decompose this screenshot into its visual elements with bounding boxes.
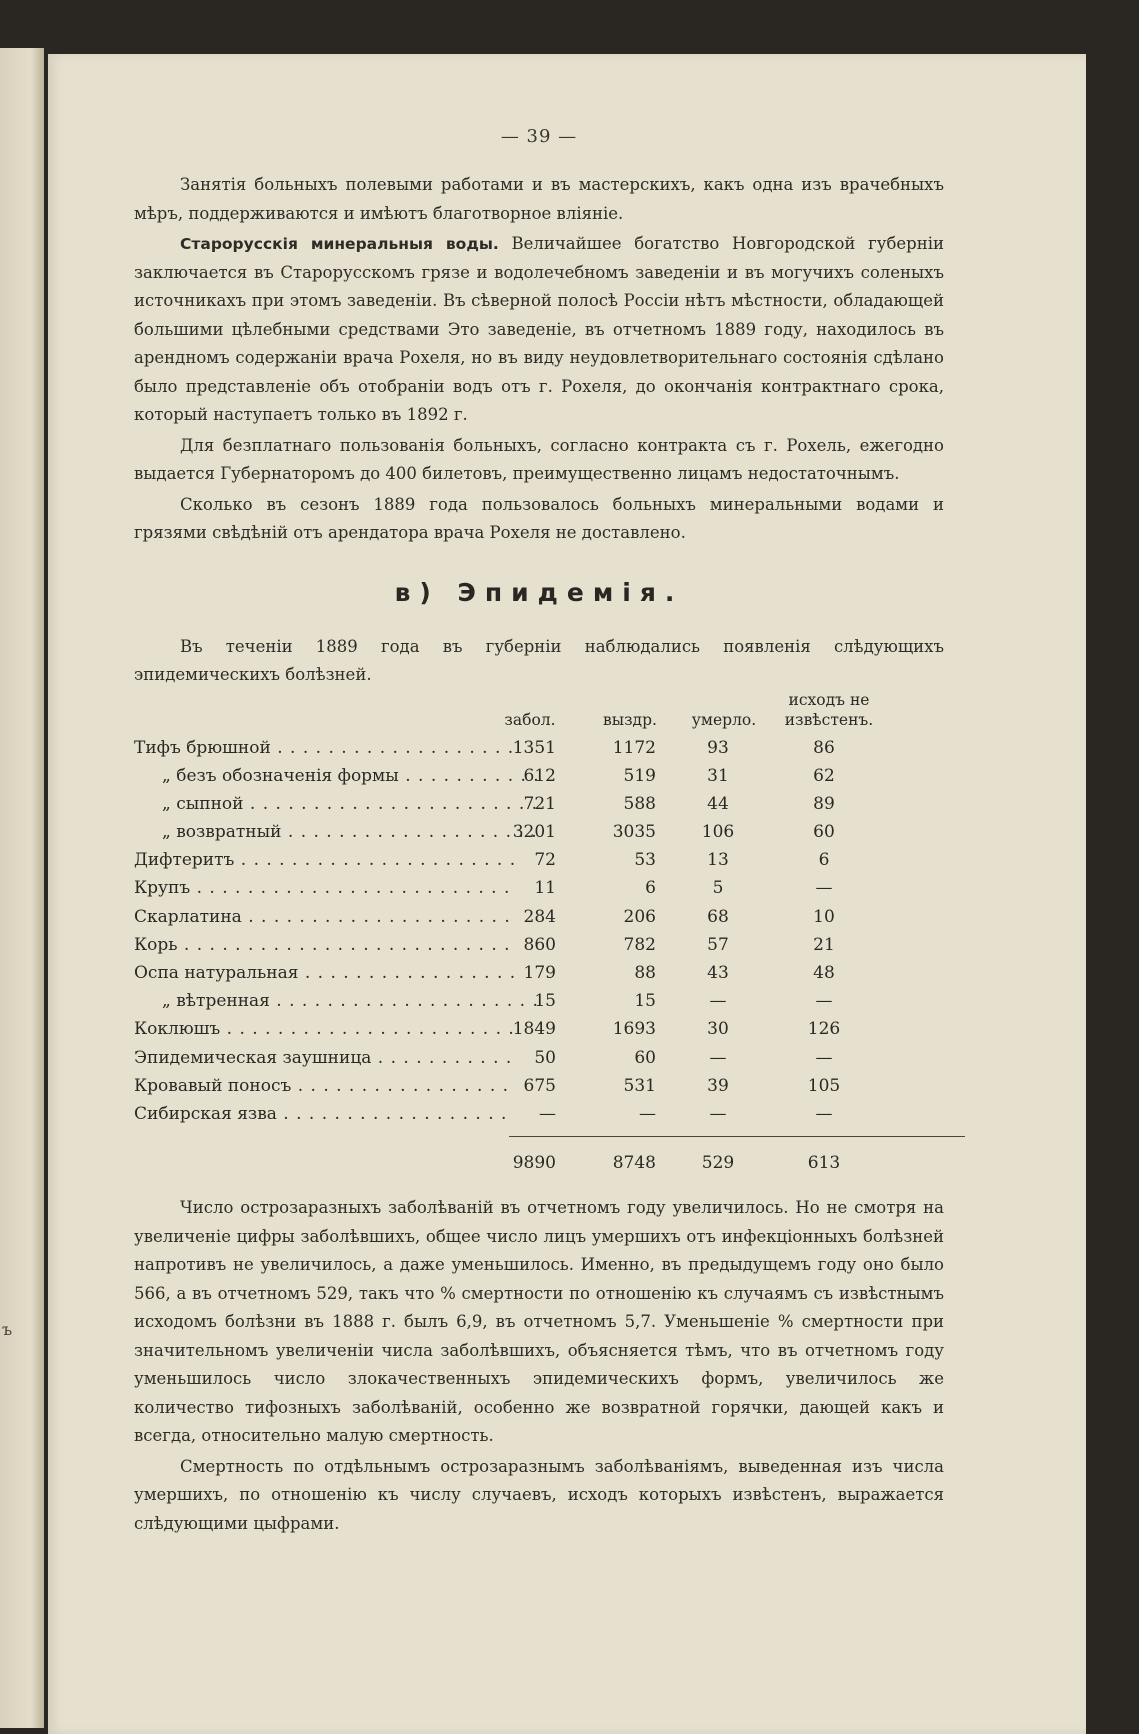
table-header: [134, 690, 944, 734]
table-row: [134, 874, 944, 902]
paragraph-season-patients: Сколько въ сезонъ 1889 года пользовалось больныхъ минеральными водами и грязями свѣдѣній отъ арендатора врача Рохеля не доставлено.: [134, 494, 944, 542]
cell-died: 39: [707, 1075, 729, 1096]
table-row: [134, 959, 944, 987]
cell-died: 13: [707, 850, 729, 871]
disease-name: „ сыпной . . .: [134, 790, 542, 818]
cell-recovered: 53: [634, 850, 656, 871]
cell-unknown: 62: [813, 765, 835, 786]
cell-sick: 50: [534, 1047, 556, 1068]
total-rule: [134, 1128, 944, 1148]
header-sick: забол.: [504, 710, 556, 729]
disease-name: „ возвратный . . .: [134, 818, 542, 846]
cell-unknown: 89: [813, 793, 835, 814]
total-died: 529: [701, 1153, 735, 1174]
cell-died: 43: [707, 963, 729, 983]
cell-recovered: 782: [623, 934, 656, 955]
mineral-waters-text: Величайшее богатство Новгородской губерніи заключается въ Старорусскомъ грязе и водолечебномъ заведеніи и въ могучихъ соленыхъ источникахъ при этомъ заведеніи. Въ сѣверной полосѣ Россіи нѣтъ мѣстности, обладающей большими цѣлебными средствами Это заведеніе, въ отчетномъ 1889 году, находилось въ арендномъ содержаніи врача Рохеля, но въ виду неудовлетворительнаго состоянія сдѣлано было представленіе объ отобраніи водъ отъ г. Рохеля, до окончанія контрактнаго срока, который наступаетъ только въ 1892 г.: [134, 234, 945, 424]
table-row: [134, 903, 944, 931]
disease-name: Коклюшъ . . .: [134, 1015, 514, 1043]
cell-recovered: 206: [623, 906, 656, 927]
cell-sick: 284: [523, 906, 556, 927]
total-sick: 9890: [512, 1153, 556, 1174]
epidemic-table: [134, 690, 944, 1179]
facing-page-mark: ъ: [2, 1320, 13, 1339]
table-row: [134, 846, 944, 874]
cell-unknown: 6: [818, 850, 830, 871]
header-died: умерло.: [691, 710, 757, 729]
table-totals: [134, 1148, 944, 1178]
disease-name: Сибирская язва . . .: [134, 1100, 514, 1128]
cell-recovered: 6: [645, 878, 656, 899]
cell-recovered: 588: [623, 793, 656, 814]
cell-died: 31: [707, 765, 729, 786]
cell-sick: 3201: [512, 822, 556, 843]
cell-recovered: 88: [634, 963, 656, 983]
cell-sick: 11: [534, 878, 556, 899]
table-row: [134, 1072, 944, 1100]
closing-text: [134, 1194, 944, 1538]
cell-died: 30: [707, 1019, 729, 1040]
table-body: [134, 734, 944, 1129]
cell-sick: 72: [534, 850, 556, 871]
table-row: [134, 931, 944, 959]
cell-sick: 721: [523, 793, 556, 814]
cell-unknown: —: [815, 991, 833, 1012]
disease-name: Тифъ брюшной . . .: [134, 734, 514, 762]
facing-page-edge: [0, 48, 44, 1728]
paragraph-mortality: Смертность по отдѣльнымъ острозаразнымъ заболѣваніямъ, выведенная изъ числа умершихъ, по отношенію къ числу случаевъ, исходъ которыхъ извѣстенъ, выражается слѣдующими цыфрами.: [134, 1456, 944, 1533]
cell-died: —: [709, 1103, 727, 1124]
disease-name: Эпидемическая заушница . . .: [134, 1044, 514, 1072]
paragraph-morbidity: Число острозаразныхъ заболѣваній въ отчетномъ году увеличилось. Но не смотря на увеличеніе цифры заболѣвшихъ, общее число лицъ умершихъ отъ инфекціонныхъ болѣзней напротивъ не увеличилось, а даже уменьшилось. Именно, въ предыдущемъ году оно было 566, а въ отчетномъ 529, такъ что % смертности по отношенію къ случаямъ съ извѣстнымъ исходомъ болѣзни въ 1888 г. былъ 6,9, въ отчетномъ 5,7. Уменьшеніе % смертности при значительномъ увеличеніи числа заболѣвшихъ, объясняется тѣмъ, что въ отчетномъ году уменьшилось число злокачественныхъ эпидемическихъ формъ, увеличилось же количество тифозныхъ заболѣваній, особенно же возвратной горячки, дающей какъ и всегда, относительно малую смертность.: [134, 1198, 944, 1446]
disease-name: Крупъ . . .: [134, 874, 514, 902]
table-row: [134, 734, 944, 762]
cell-died: —: [709, 1047, 727, 1068]
disease-name: „ вѣтренная . . .: [134, 987, 542, 1015]
cell-sick: 612: [523, 765, 556, 786]
cell-unknown: —: [815, 878, 833, 899]
cell-sick: 1849: [512, 1019, 556, 1040]
cell-sick: 1351: [512, 737, 556, 758]
mineral-waters-heading: Старорусскія минеральныя воды.: [180, 235, 499, 253]
cell-unknown: —: [815, 1047, 833, 1068]
cell-recovered: 519: [623, 765, 656, 786]
disease-name: Корь . . .: [134, 931, 514, 959]
cell-recovered: 60: [634, 1047, 656, 1068]
cell-died: 44: [707, 793, 729, 814]
total-recovered: 8748: [612, 1153, 656, 1174]
cell-unknown: 126: [807, 1019, 841, 1040]
disease-name: Оспа натуральная . . .: [134, 959, 514, 987]
section-title: в) Эпидемія.: [394, 577, 684, 607]
table-row: [134, 818, 944, 846]
cell-unknown: 60: [813, 822, 835, 843]
cell-recovered: 1172: [612, 737, 656, 758]
table-row: [134, 762, 944, 790]
book-page: [48, 54, 1086, 1734]
page-content: [134, 126, 944, 1538]
table-row: [134, 790, 944, 818]
cell-recovered: 3035: [612, 822, 656, 843]
cell-sick: 675: [523, 1075, 556, 1096]
table-row: [134, 1015, 944, 1043]
page-number: — 39 —: [500, 126, 578, 147]
cell-recovered: 531: [623, 1075, 656, 1096]
disease-name: Дифтеритъ . . .: [134, 846, 514, 874]
cell-died: 5: [712, 878, 724, 899]
cell-sick: 860: [523, 934, 556, 955]
disease-name: „ безъ обозначенія формы . . .: [134, 762, 542, 790]
cell-recovered: —: [639, 1103, 656, 1124]
cell-unknown: 21: [813, 934, 835, 955]
table-row: [134, 1100, 944, 1128]
disease-name: Скарлатина . . .: [134, 903, 514, 931]
paragraph-work-therapy: Занятія больныхъ полевыми работами и въ мастерскихъ, какъ одна изъ врачебныхъ мѣръ, поддерживаются и имѣютъ благотворное вліяніе.: [134, 175, 944, 223]
total-unknown: 613: [807, 1153, 841, 1174]
table-row: [134, 987, 944, 1015]
paragraph-free-tickets: Для безплатнаго пользованія больныхъ, согласно контракта съ г. Рохель, ежегодно выдается Губернаторомъ до 400 билетовъ, преимущественно лицамъ недостаточнымъ.: [134, 435, 944, 483]
cell-recovered: 1693: [612, 1019, 656, 1040]
cell-recovered: 15: [634, 991, 656, 1012]
cell-unknown: 105: [807, 1075, 841, 1096]
cell-unknown: 48: [813, 963, 835, 983]
epidemic-intro: Въ теченіи 1889 года въ губерніи наблюдались появленія слѣдующихъ эпидемическихъ болѣзней.: [134, 636, 944, 684]
cell-died: 106: [701, 822, 735, 843]
cell-died: 68: [707, 906, 729, 927]
cell-sick: 15: [534, 991, 556, 1012]
cell-died: 93: [707, 737, 729, 758]
cell-unknown: 10: [813, 906, 835, 927]
disease-name: Кровавый поносъ . . .: [134, 1072, 514, 1100]
cell-unknown: 86: [813, 737, 835, 758]
header-recovered: выздр.: [603, 710, 657, 729]
table-row: [134, 1044, 944, 1072]
paragraph-mineral-waters: [134, 230, 944, 430]
cell-sick: 179: [523, 963, 556, 983]
cell-unknown: —: [815, 1103, 833, 1124]
cell-died: —: [709, 991, 727, 1012]
cell-died: 57: [707, 934, 729, 955]
header-unknown: исходъ не извѣстенъ.: [784, 690, 874, 729]
cell-sick: —: [539, 1103, 556, 1124]
